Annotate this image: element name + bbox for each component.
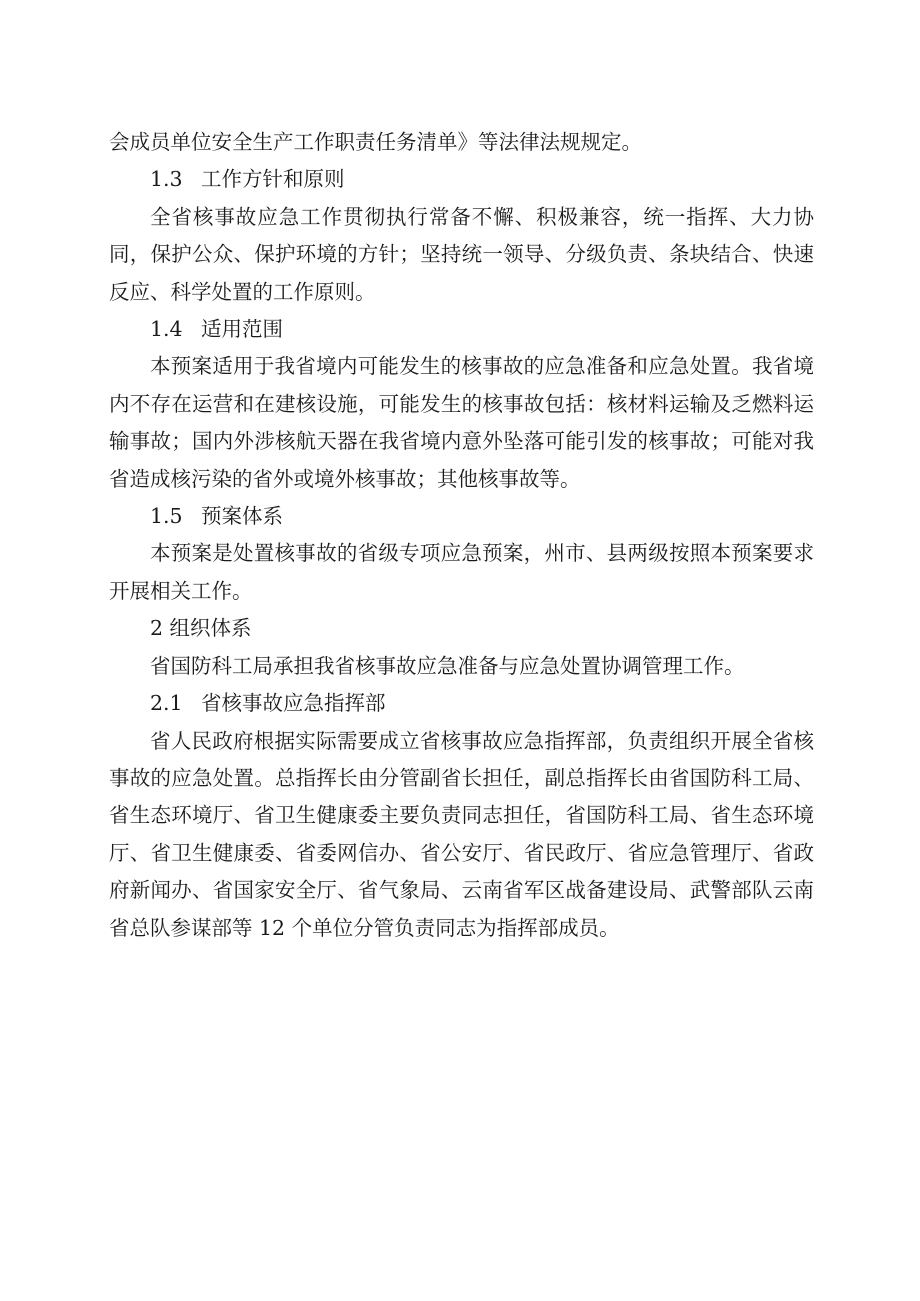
section-heading-2-1 — [109, 685, 814, 722]
paragraph-text: 省国防科工局承担我省核事故应急准备与应急处置协调管理工作。 — [150, 653, 745, 678]
section-heading-1-4 — [109, 311, 814, 348]
paragraph-text: 全省核事故应急工作贯彻执行常备不懈、积极兼容，统一指挥、大力协同，保护公众、保护环境的方针；坚持统一领导、分级负责、条块结合、快速反应、科学处置的工作原则。 — [109, 204, 814, 304]
section-title: 省核事故应急指挥部 — [201, 691, 386, 716]
section-heading-1-3 — [109, 161, 814, 198]
paragraph-text: 省人民政府根据实际需要成立省核事故应急指挥部，负责组织开展全省核事故的应急处置。总指挥长由分管副省长担任，副总指挥长由省国防科工局、省生态环境厅、省卫生健康委主要负责同志担任，省国防科工局、省生态环境厅、省卫生健康委、省委网信办、省公安厅、省民政厅、省应急管理厅、省政府新闻办、省国家安全厅、省气象局、云南省军区战备建设局、武警部队云南省总队参谋部等 12 个单位分管负责同志为指挥部成员。 — [109, 728, 814, 940]
section-number: 1.5 — [150, 504, 183, 529]
section-title: 工作方针和原则 — [201, 167, 345, 192]
paragraph-text: 会成员单位安全生产工作职责任务清单》等法律法规规定。 — [109, 130, 642, 154]
section-number: 1.4 — [150, 317, 183, 342]
section-title: 预案体系 — [201, 504, 284, 529]
section-heading-1-5 — [109, 498, 814, 535]
section-number: 2.1 — [150, 691, 183, 716]
section-title: 适用范围 — [201, 317, 284, 342]
paragraph-text: 本预案适用于我省境内可能发生的核事故的应急准备和应急处置。我省境内不存在运营和在建核设施，可能发生的核事故包括：核材料运输及乏燃料运输事故；国内外涉核航天器在我省境内意外坠落可能引发的核事故；可能对我省造成核污染的省外或境外核事故；其他核事故等。 — [109, 354, 814, 491]
section-heading-2 — [109, 610, 814, 647]
section-number: 1.3 — [150, 167, 183, 192]
paragraph-text: 本预案是处置核事故的省级专项应急预案，州市、县两级按照本预案要求开展相关工作。 — [109, 541, 814, 603]
document-body — [109, 124, 814, 947]
section-title: 2 组织体系 — [150, 616, 252, 641]
